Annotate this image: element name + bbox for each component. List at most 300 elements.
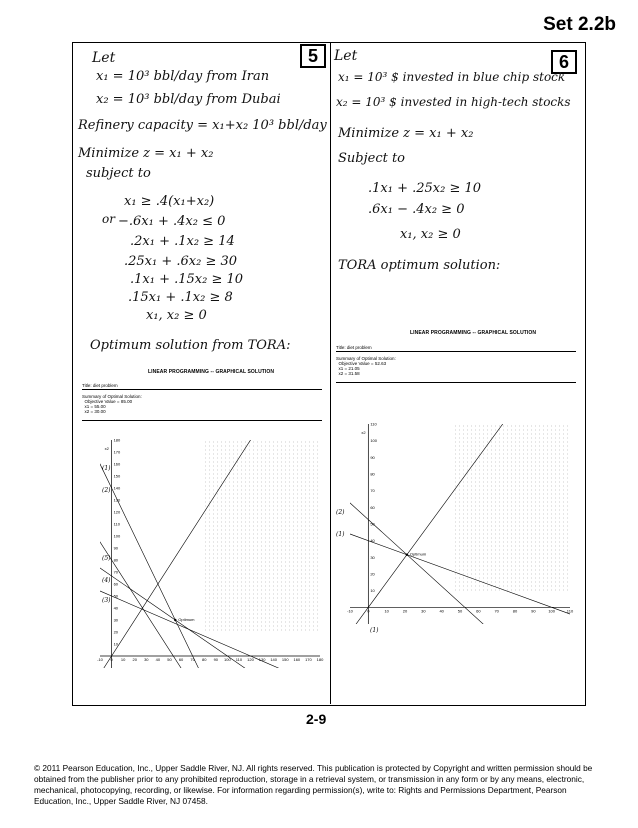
grid-dot	[467, 526, 468, 527]
grid-dot	[543, 570, 544, 571]
grid-dot	[523, 498, 524, 499]
grid-dot	[507, 566, 508, 567]
grid-dot	[507, 470, 508, 471]
grid-dot	[563, 578, 564, 579]
grid-dot	[249, 566, 250, 567]
grid-dot	[293, 566, 294, 567]
grid-dot	[463, 538, 464, 539]
grid-dot	[531, 506, 532, 507]
grid-dot	[305, 466, 306, 467]
grid-dot	[523, 442, 524, 443]
grid-dot	[205, 502, 206, 503]
grid-dot	[261, 610, 262, 611]
grid-dot	[455, 446, 456, 447]
grid-dot	[467, 486, 468, 487]
grid-dot	[209, 506, 210, 507]
grid-dot	[209, 614, 210, 615]
grid-dot	[217, 446, 218, 447]
grid-dot	[245, 586, 246, 587]
grid-dot	[293, 518, 294, 519]
grid-dot	[495, 470, 496, 471]
grid-dot	[463, 522, 464, 523]
grid-dot	[281, 446, 282, 447]
grid-dot	[241, 530, 242, 531]
grid-dot	[455, 570, 456, 571]
grid-dot	[221, 510, 222, 511]
grid-dot	[503, 426, 504, 427]
grid-dot	[309, 630, 310, 631]
grid-dot	[519, 442, 520, 443]
grid-dot	[531, 494, 532, 495]
grid-dot	[217, 562, 218, 563]
grid-dot	[563, 582, 564, 583]
x-tick-label: 10	[120, 657, 126, 662]
grid-dot	[237, 466, 238, 467]
grid-dot	[317, 446, 318, 447]
grid-dot	[487, 506, 488, 507]
grid-dot	[527, 482, 528, 483]
grid-dot	[261, 590, 262, 591]
grid-dot	[491, 510, 492, 511]
grid-dot	[491, 438, 492, 439]
grid-dot	[459, 430, 460, 431]
grid-dot	[555, 462, 556, 463]
grid-dot	[301, 450, 302, 451]
refinery-capacity: Refinery capacity = x₁+x₂ 10³ bbl/day	[78, 118, 327, 133]
grid-dot	[467, 542, 468, 543]
grid-dot	[487, 530, 488, 531]
grid-dot	[503, 494, 504, 495]
grid-dot	[293, 474, 294, 475]
grid-dot	[471, 530, 472, 531]
grid-dot	[475, 458, 476, 459]
grid-dot	[277, 570, 278, 571]
grid-dot	[547, 534, 548, 535]
grid-dot	[503, 458, 504, 459]
grid-dot	[519, 454, 520, 455]
grid-dot	[237, 510, 238, 511]
grid-dot	[471, 586, 472, 587]
grid-dot	[301, 566, 302, 567]
grid-dot	[515, 570, 516, 571]
grid-dot	[495, 506, 496, 507]
grid-dot	[479, 578, 480, 579]
grid-dot	[519, 474, 520, 475]
grid-dot	[523, 546, 524, 547]
grid-dot	[539, 502, 540, 503]
grid-dot	[563, 514, 564, 515]
grid-dot	[245, 590, 246, 591]
grid-dot	[507, 534, 508, 535]
grid-dot	[455, 566, 456, 567]
grid-dot	[261, 542, 262, 543]
grid-dot	[463, 482, 464, 483]
grid-dot	[293, 542, 294, 543]
grid-dot	[527, 534, 528, 535]
grid-dot	[293, 490, 294, 491]
grid-dot	[305, 454, 306, 455]
grid-dot	[487, 558, 488, 559]
grid-dot	[503, 546, 504, 547]
grid-dot	[479, 490, 480, 491]
grid-dot	[499, 486, 500, 487]
grid-dot	[559, 566, 560, 567]
grid-dot	[519, 486, 520, 487]
grid-dot	[313, 446, 314, 447]
grid-dot	[257, 578, 258, 579]
grid-dot	[523, 510, 524, 511]
grid-dot	[289, 522, 290, 523]
grid-dot	[463, 474, 464, 475]
grid-dot	[567, 578, 568, 579]
grid-dot	[559, 450, 560, 451]
grid-dot	[317, 514, 318, 515]
grid-dot	[301, 446, 302, 447]
grid-dot	[261, 478, 262, 479]
grid-dot	[317, 582, 318, 583]
grid-dot	[483, 426, 484, 427]
grid-dot	[301, 534, 302, 535]
grid-dot	[523, 426, 524, 427]
grid-dot	[317, 538, 318, 539]
grid-dot	[507, 578, 508, 579]
problem-6-chart	[338, 418, 574, 636]
grid-dot	[265, 566, 266, 567]
grid-dot	[503, 554, 504, 555]
grid-dot	[487, 510, 488, 511]
grid-dot	[479, 574, 480, 575]
grid-dot	[265, 458, 266, 459]
grid-dot	[285, 578, 286, 579]
y-tick-label: 110	[113, 521, 120, 527]
grid-dot	[269, 518, 270, 519]
grid-dot	[277, 574, 278, 575]
grid-dot	[567, 538, 568, 539]
grid-dot	[253, 534, 254, 535]
grid-dot	[297, 618, 298, 619]
grid-dot	[479, 442, 480, 443]
grid-dot	[237, 558, 238, 559]
grid-dot	[209, 530, 210, 531]
grid-dot	[551, 526, 552, 527]
grid-dot	[483, 542, 484, 543]
grid-dot	[297, 498, 298, 499]
grid-dot	[301, 594, 302, 595]
grid-dot	[221, 586, 222, 587]
grid-dot	[305, 446, 306, 447]
grid-dot	[551, 582, 552, 583]
grid-dot	[269, 534, 270, 535]
grid-dot	[245, 602, 246, 603]
grid-dot	[233, 574, 234, 575]
grid-dot	[301, 550, 302, 551]
grid-dot	[225, 606, 226, 607]
grid-dot	[471, 482, 472, 483]
grid-dot	[535, 590, 536, 591]
grid-dot	[209, 482, 210, 483]
x-tick-label: 80	[201, 657, 207, 662]
grid-dot	[511, 426, 512, 427]
grid-dot	[487, 546, 488, 547]
grid-dot	[551, 530, 552, 531]
grid-dot	[523, 558, 524, 559]
grid-dot	[523, 566, 524, 567]
grid-dot	[551, 574, 552, 575]
grid-dot	[567, 526, 568, 527]
grid-dot	[317, 526, 318, 527]
grid-dot	[503, 502, 504, 503]
grid-dot	[249, 626, 250, 627]
circled-constraint-label: (1)	[102, 465, 111, 472]
grid-dot	[257, 450, 258, 451]
grid-dot	[531, 458, 532, 459]
grid-dot	[245, 530, 246, 531]
y-tick-label: 30	[113, 617, 119, 623]
grid-dot	[221, 546, 222, 547]
grid-dot	[289, 554, 290, 555]
grid-dot	[225, 542, 226, 543]
grid-dot	[471, 438, 472, 439]
grid-dot	[507, 466, 508, 467]
grid-dot	[535, 494, 536, 495]
grid-dot	[237, 494, 238, 495]
grid-dot	[535, 454, 536, 455]
grid-dot	[491, 546, 492, 547]
grid-dot	[507, 458, 508, 459]
grid-dot	[511, 438, 512, 439]
grid-dot	[313, 594, 314, 595]
grid-dot	[205, 466, 206, 467]
grid-dot	[459, 506, 460, 507]
grid-dot	[527, 526, 528, 527]
grid-dot	[225, 486, 226, 487]
grid-dot	[229, 530, 230, 531]
grid-dot	[277, 602, 278, 603]
grid-dot	[567, 542, 568, 543]
grid-dot	[503, 438, 504, 439]
grid-dot	[463, 542, 464, 543]
grid-dot	[527, 518, 528, 519]
grid-dot	[229, 518, 230, 519]
grid-dot	[543, 462, 544, 463]
grid-dot	[475, 474, 476, 475]
grid-dot	[523, 466, 524, 467]
grid-dot	[551, 498, 552, 499]
grid-dot	[531, 534, 532, 535]
grid-dot	[495, 522, 496, 523]
grid-dot	[455, 502, 456, 503]
grid-dot	[559, 522, 560, 523]
grid-dot	[281, 554, 282, 555]
grid-dot	[313, 574, 314, 575]
grid-dot	[467, 590, 468, 591]
grid-dot	[463, 438, 464, 439]
grid-dot	[507, 498, 508, 499]
grid-dot	[297, 554, 298, 555]
grid-dot	[273, 446, 274, 447]
grid-dot	[483, 534, 484, 535]
grid-dot	[519, 498, 520, 499]
grid-dot	[495, 558, 496, 559]
grid-dot	[293, 590, 294, 591]
grid-dot	[277, 538, 278, 539]
grid-dot	[309, 614, 310, 615]
grid-dot	[479, 522, 480, 523]
grid-dot	[535, 542, 536, 543]
grid-dot	[555, 494, 556, 495]
grid-dot	[253, 522, 254, 523]
grid-dot	[459, 502, 460, 503]
y-tick-label: 40	[113, 605, 119, 611]
grid-dot	[483, 494, 484, 495]
x-tick-label: 40	[155, 657, 161, 662]
grid-dot	[309, 490, 310, 491]
grid-dot	[511, 514, 512, 515]
grid-dot	[261, 446, 262, 447]
grid-dot	[209, 574, 210, 575]
grid-dot	[261, 606, 262, 607]
grid-dot	[309, 554, 310, 555]
grid-dot	[289, 590, 290, 591]
grid-dot	[253, 518, 254, 519]
grid-dot	[265, 530, 266, 531]
grid-dot	[543, 450, 544, 451]
grid-dot	[547, 430, 548, 431]
grid-dot	[233, 558, 234, 559]
grid-dot	[539, 494, 540, 495]
grid-dot	[305, 514, 306, 515]
grid-dot	[487, 494, 488, 495]
grid-dot	[511, 558, 512, 559]
grid-dot	[273, 602, 274, 603]
grid-dot	[459, 542, 460, 543]
grid-dot	[209, 458, 210, 459]
grid-dot	[479, 538, 480, 539]
grid-dot	[467, 586, 468, 587]
grid-dot	[487, 542, 488, 543]
grid-dot	[289, 562, 290, 563]
grid-dot	[257, 626, 258, 627]
grid-dot	[297, 510, 298, 511]
grid-dot	[471, 494, 472, 495]
grid-dot	[273, 506, 274, 507]
grid-dot	[499, 522, 500, 523]
grid-dot	[213, 598, 214, 599]
grid-dot	[487, 586, 488, 587]
grid-dot	[547, 438, 548, 439]
grid-dot	[237, 470, 238, 471]
grid-dot	[249, 506, 250, 507]
grid-dot	[217, 458, 218, 459]
grid-dot	[265, 614, 266, 615]
grid-dot	[277, 482, 278, 483]
grid-dot	[471, 502, 472, 503]
grid-dot	[535, 482, 536, 483]
grid-dot	[527, 430, 528, 431]
grid-dot	[483, 438, 484, 439]
grid-dot	[555, 526, 556, 527]
grid-dot	[209, 446, 210, 447]
grid-dot	[281, 578, 282, 579]
grid-dot	[233, 562, 234, 563]
grid-dot	[309, 594, 310, 595]
grid-dot	[511, 502, 512, 503]
x-tick-label: 150	[281, 657, 289, 662]
grid-dot	[317, 594, 318, 595]
grid-dot	[467, 566, 468, 567]
grid-dot	[519, 430, 520, 431]
grid-dot	[213, 570, 214, 571]
grid-dot	[209, 546, 210, 547]
grid-dot	[491, 442, 492, 443]
grid-dot	[305, 546, 306, 547]
grid-dot	[245, 502, 246, 503]
grid-dot	[293, 530, 294, 531]
grid-dot	[563, 550, 564, 551]
grid-dot	[515, 482, 516, 483]
grid-dot	[205, 594, 206, 595]
grid-dot	[491, 498, 492, 499]
x-tick-label: 80	[512, 608, 518, 614]
grid-dot	[567, 454, 568, 455]
grid-dot	[237, 546, 238, 547]
grid-dot	[285, 570, 286, 571]
grid-dot	[535, 470, 536, 471]
grid-dot	[249, 486, 250, 487]
grid-dot	[273, 562, 274, 563]
grid-dot	[317, 466, 318, 467]
grid-dot	[499, 450, 500, 451]
x-tick-label: 70	[494, 608, 499, 614]
grid-dot	[467, 498, 468, 499]
grid-dot	[313, 550, 314, 551]
grid-dot	[495, 538, 496, 539]
grid-dot	[503, 498, 504, 499]
grid-dot	[253, 570, 254, 571]
grid-dot	[507, 526, 508, 527]
grid-dot	[281, 570, 282, 571]
grid-dot	[507, 486, 508, 487]
grid-dot	[313, 578, 314, 579]
grid-dot	[455, 522, 456, 523]
grid-dot	[459, 462, 460, 463]
grid-dot	[475, 442, 476, 443]
grid-dot	[309, 618, 310, 619]
grid-dot	[217, 470, 218, 471]
grid-dot	[459, 522, 460, 523]
grid-dot	[293, 450, 294, 451]
grid-dot	[221, 474, 222, 475]
grid-dot	[285, 482, 286, 483]
x-tick-label: 160	[293, 657, 301, 662]
grid-dot	[531, 570, 532, 571]
grid-dot	[527, 590, 528, 591]
grid-dot	[459, 458, 460, 459]
grid-dot	[305, 622, 306, 623]
grid-dot	[305, 542, 306, 543]
grid-dot	[527, 522, 528, 523]
grid-dot	[305, 562, 306, 563]
grid-dot	[479, 590, 480, 591]
grid-dot	[221, 606, 222, 607]
circled-constraint-label: (5)	[102, 555, 111, 562]
grid-dot	[205, 490, 206, 491]
grid-dot	[253, 446, 254, 447]
subject-to: Subject to	[338, 151, 406, 166]
grid-dot	[543, 526, 544, 527]
grid-dot	[555, 434, 556, 435]
grid-dot	[487, 578, 488, 579]
